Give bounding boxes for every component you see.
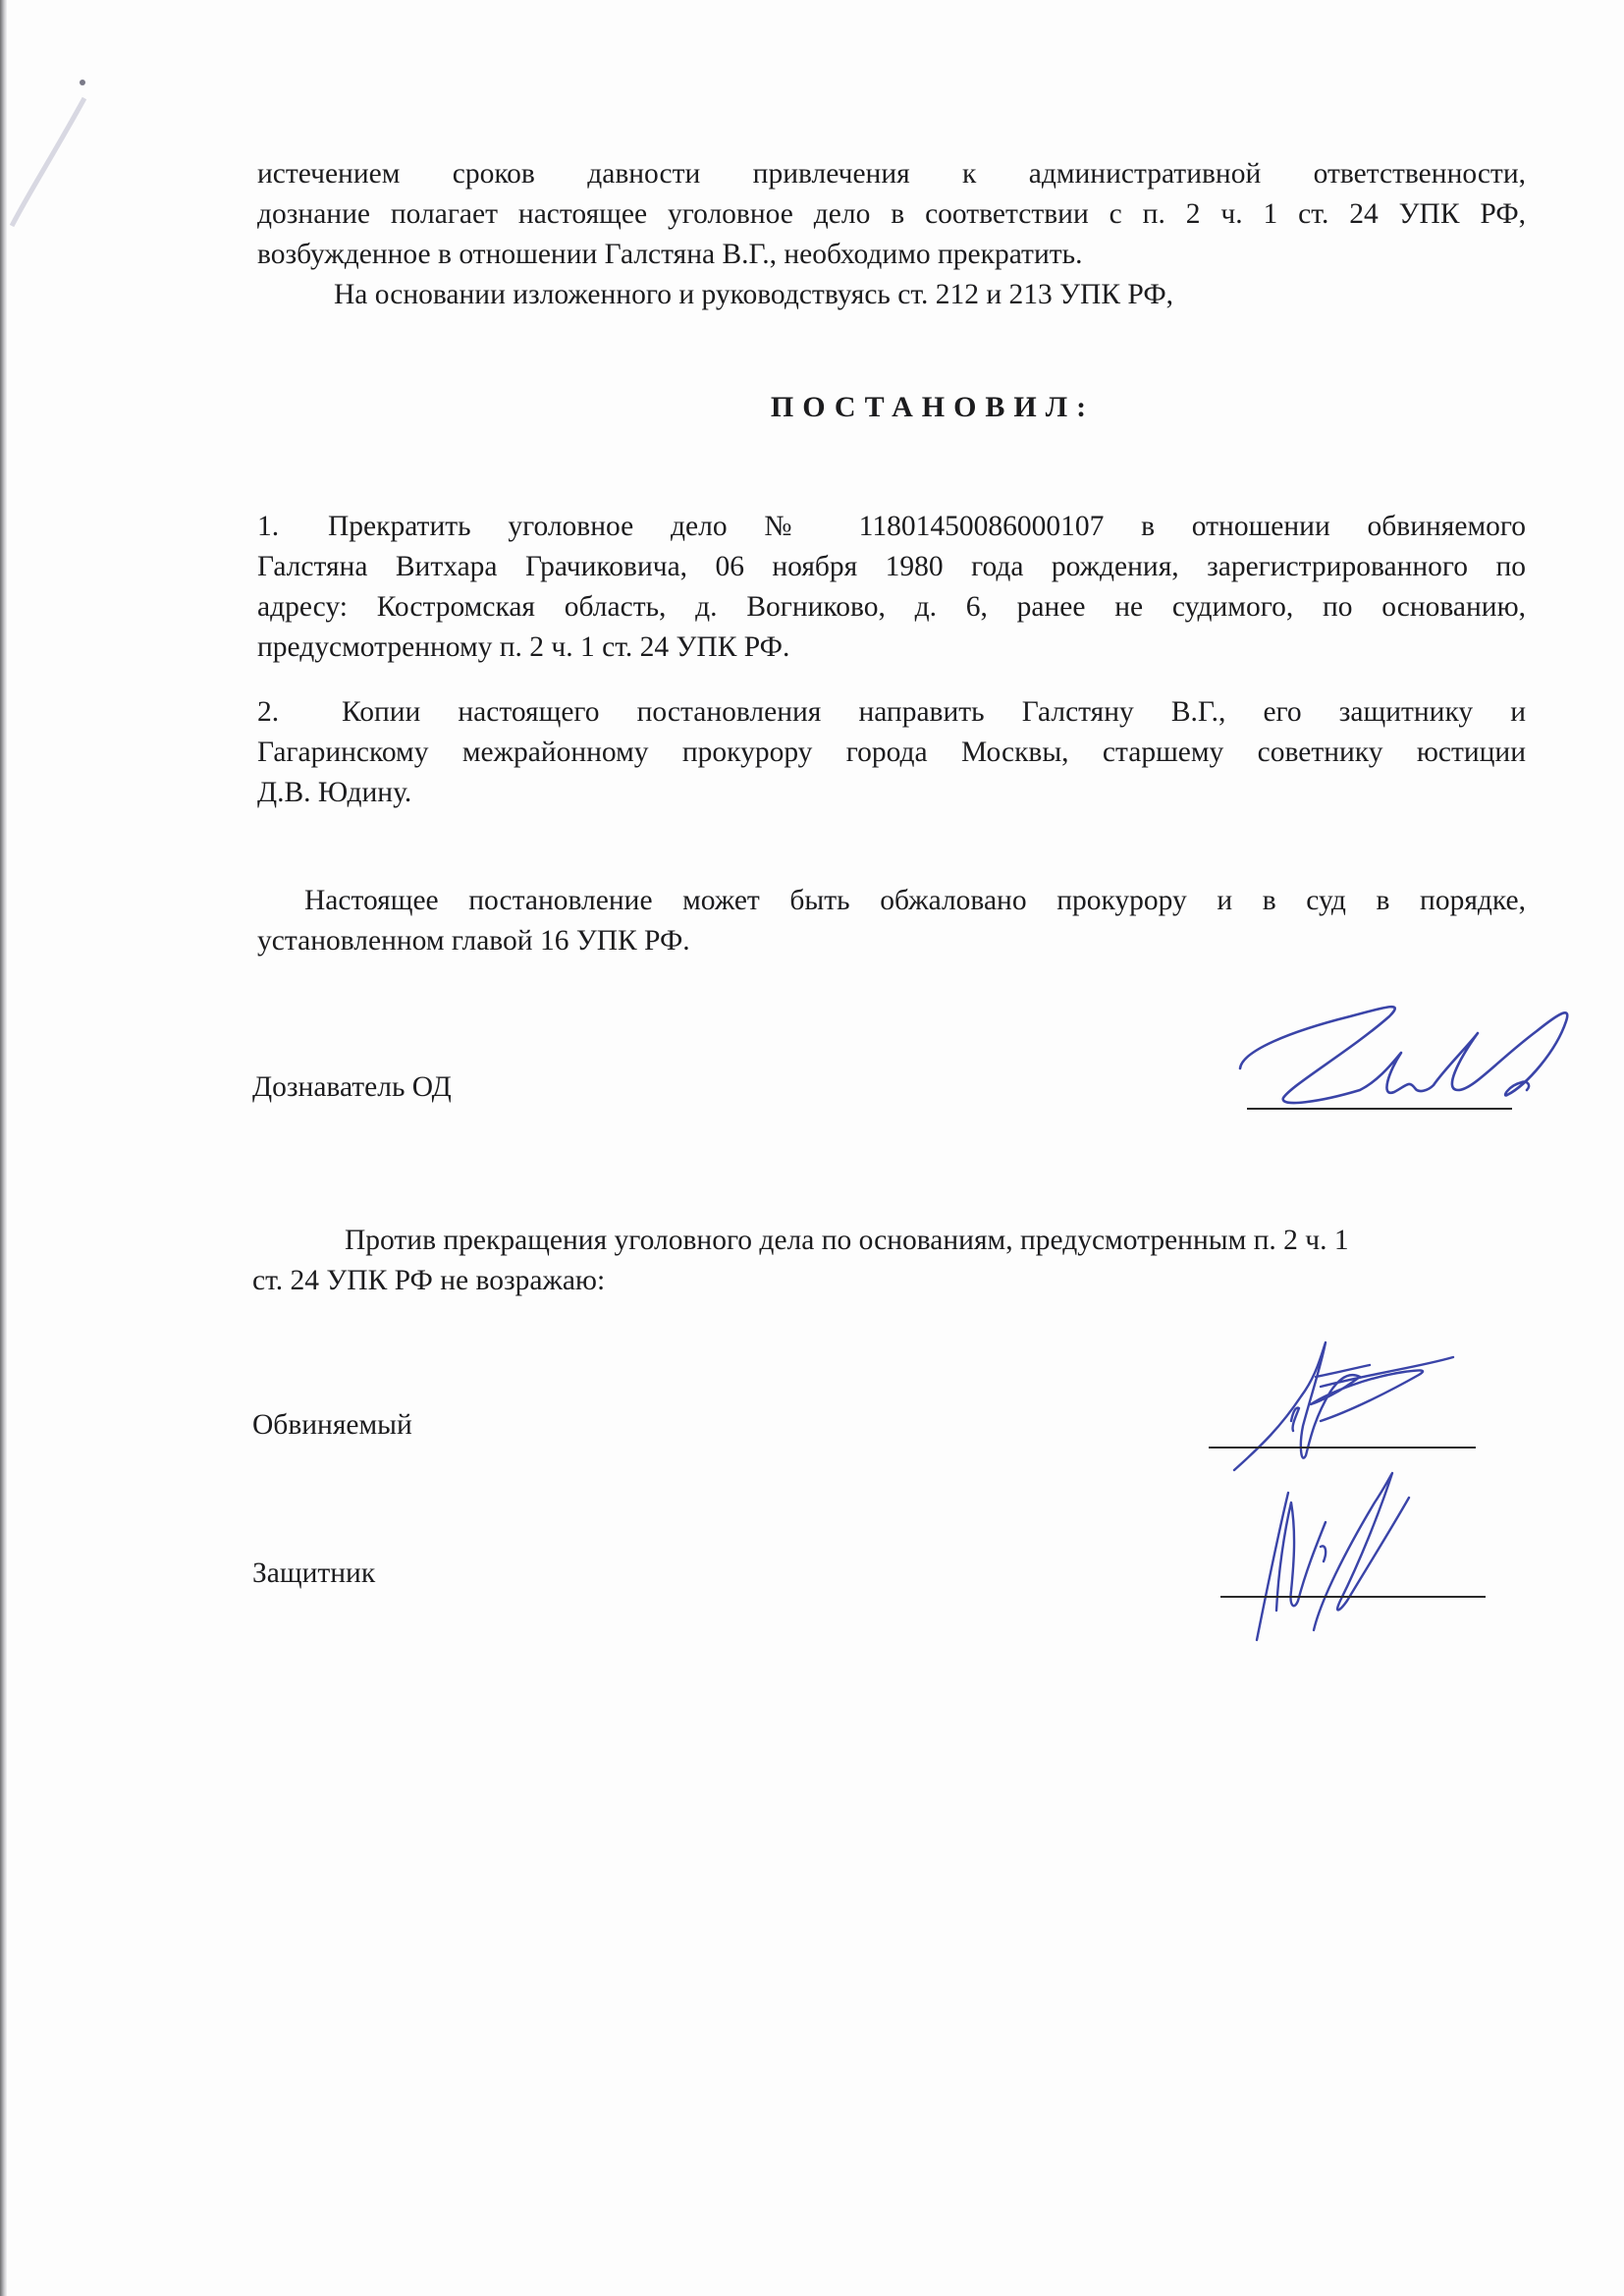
consent-paragraph — [252, 1221, 1539, 1301]
item-1-line-3: адресу: Костромская область, д. Вогниково, д. 6, ранее не судимого, по основанию, — [257, 591, 1526, 623]
appeal-line-1: Настоящее постановление может быть обжаловано прокурору и в суд в порядке, — [304, 885, 1526, 916]
item-1-line-2: Галстяна Витхара Грачиковича, 06 ноября 1980 года рождения, зарегистрированного по — [257, 551, 1526, 582]
intro-line-3: возбужденное в отношении Галстяна В.Г., необходимо прекратить. — [257, 239, 1083, 270]
intro-paragraph — [257, 154, 1526, 315]
item-2-number: 2. — [257, 696, 280, 728]
item-2-line-1 — [257, 692, 1526, 733]
item-1-line-1 — [257, 507, 1526, 547]
item-1-text-1: Прекратить уголовное дело № 11801450086000107 в отношении обвиняемого — [328, 511, 1526, 542]
basis-line: На основании изложенного и руководствуясь ст. 212 и 213 УПК РФ, — [334, 279, 1173, 310]
defender-signature-line — [1220, 1596, 1486, 1598]
consent-line-1: Против прекращения уголовного дела по основаниям, предусмотренным п. 2 ч. 1 — [345, 1225, 1349, 1256]
investigator-signature — [1232, 992, 1586, 1110]
scan-artifact-mark — [8, 59, 96, 236]
resolution-heading: ПОСТАНОВИЛ: — [770, 391, 1096, 423]
investigator-signature-line — [1247, 1108, 1512, 1110]
intro-line-1: истечением сроков давности привлечения к административной ответственности, — [257, 158, 1526, 190]
item-1-number: 1. — [257, 511, 280, 542]
scan-edge-shadow — [0, 0, 7, 2296]
consent-line-2: ст. 24 УПК РФ не возражаю: — [252, 1265, 606, 1296]
accused-label: Обвиняемый — [252, 1409, 412, 1441]
intro-line-2: дознание полагает настоящее уголовное дело в соответствии с п. 2 ч. 1 ст. 24 УПК РФ, — [257, 198, 1526, 230]
item-2-text-1: Копии настоящего постановления направить Галстяну В.Г., его защитнику и — [342, 696, 1526, 728]
accused-signature-line — [1209, 1447, 1476, 1449]
investigator-label: Дознаватель ОД — [252, 1071, 452, 1103]
item-2-line-3: Д.В. Юдину. — [257, 777, 412, 808]
defender-label: Защитник — [252, 1558, 376, 1589]
appeal-paragraph — [257, 881, 1526, 961]
item-1-line-4: предусмотренному п. 2 ч. 1 ст. 24 УПК РФ. — [257, 631, 790, 663]
appeal-line-2: установленном главой 16 УПК РФ. — [257, 925, 690, 957]
resolution-item-1 — [257, 507, 1526, 668]
item-2-line-2: Гагаринскому межрайонному прокурору города Москвы, старшему советнику юстиции — [257, 737, 1526, 768]
resolution-item-2 — [257, 692, 1526, 813]
accused-signature — [1222, 1338, 1488, 1475]
defender-signature — [1218, 1463, 1473, 1645]
